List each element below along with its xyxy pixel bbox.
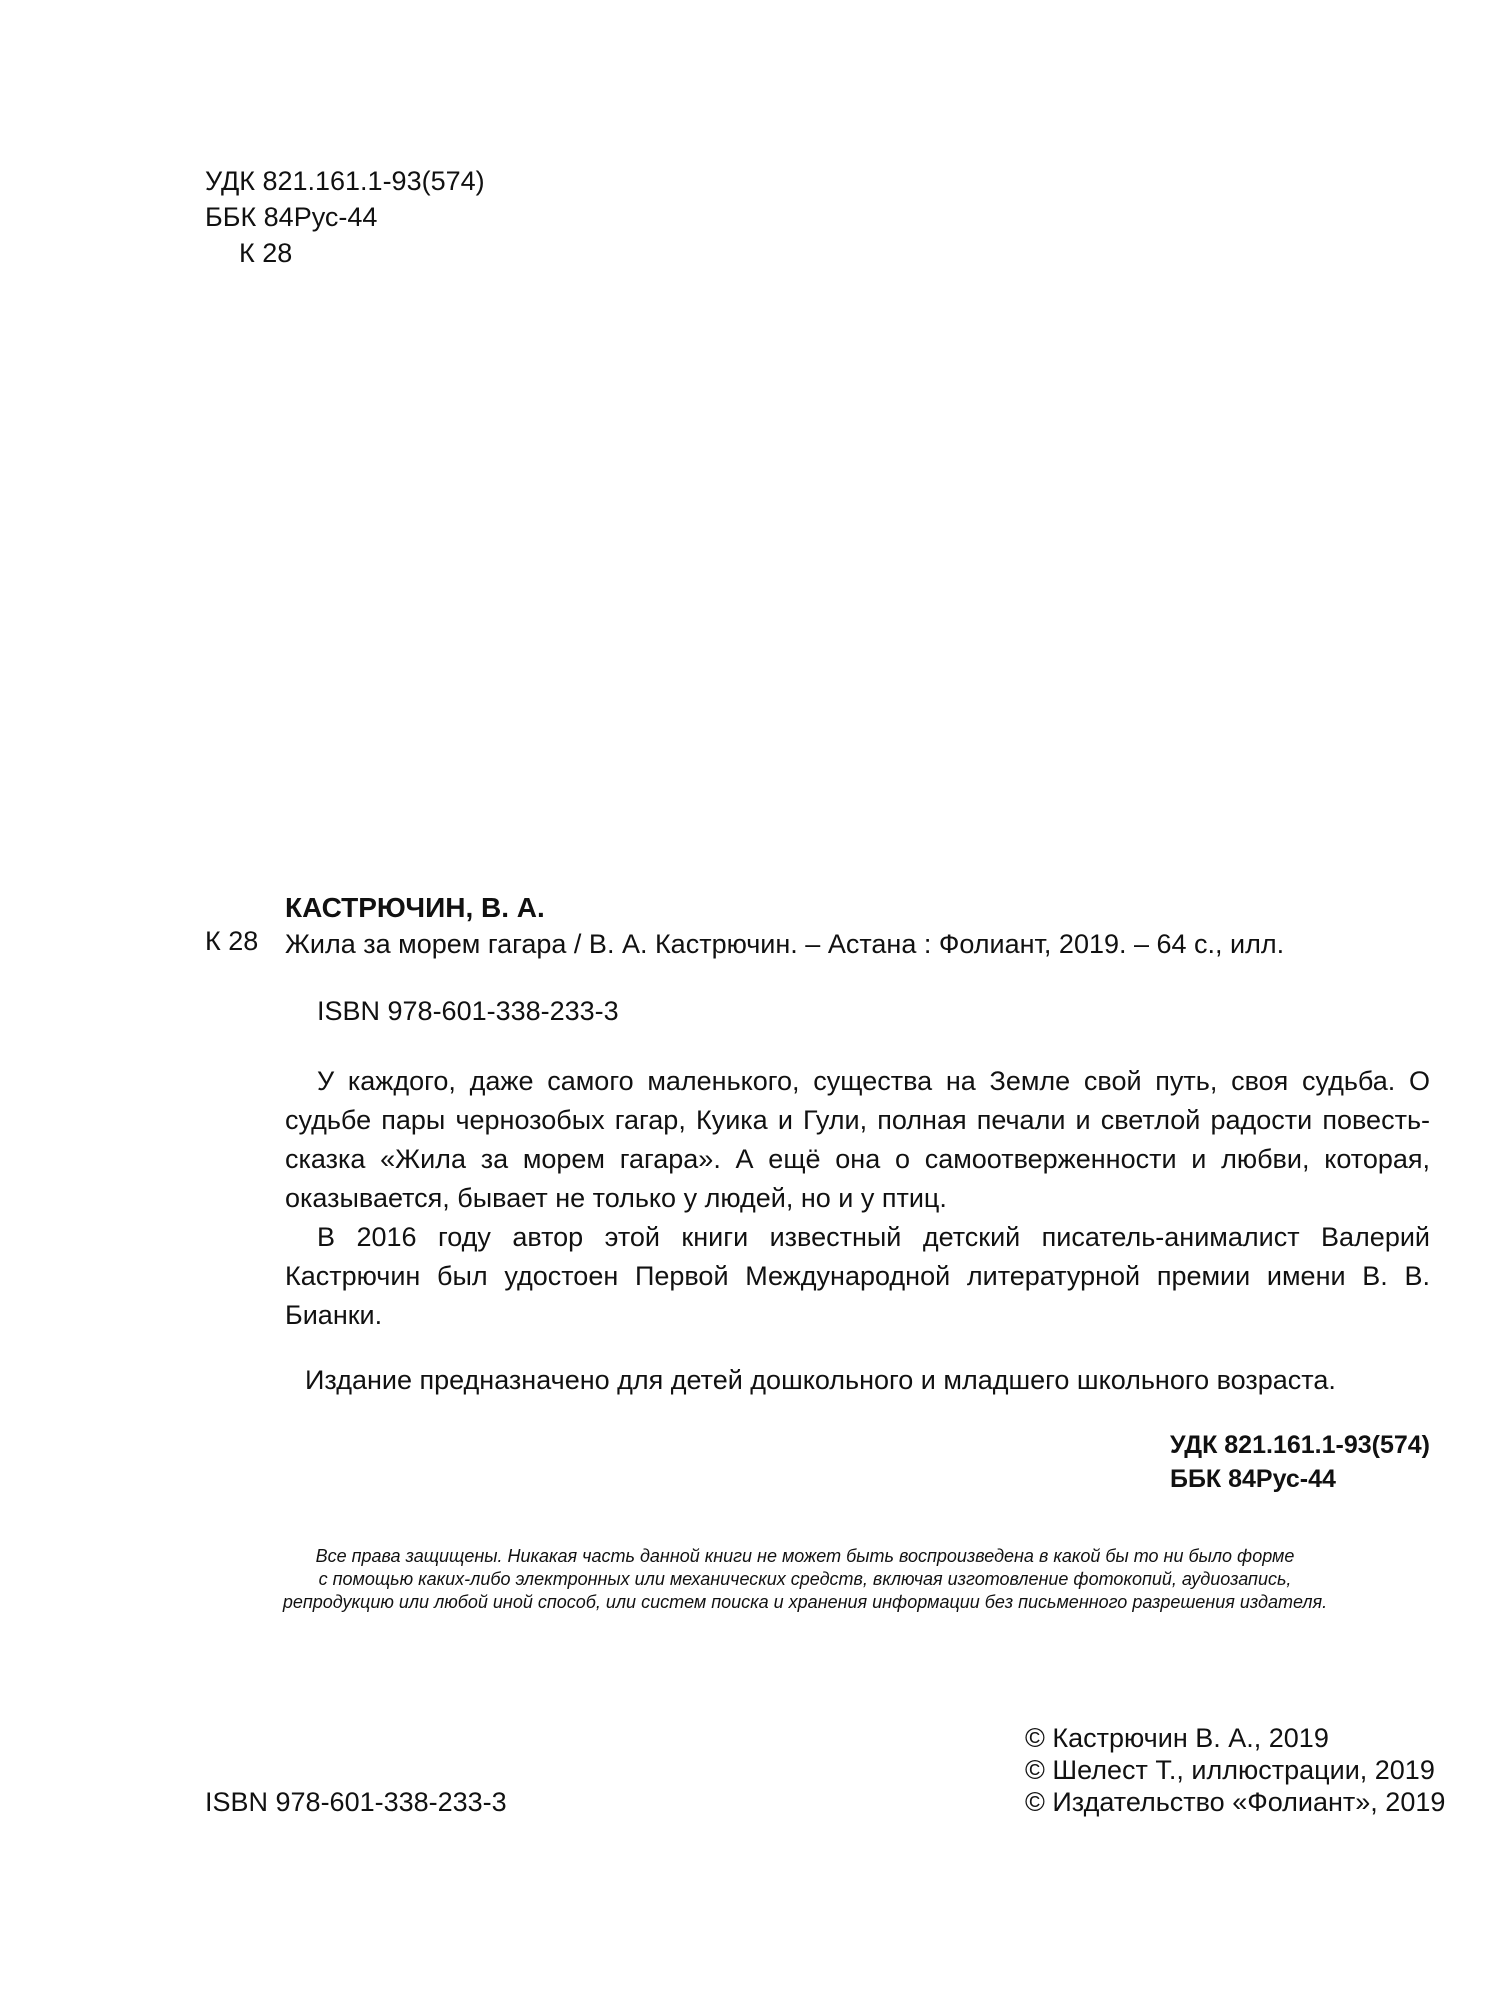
- top-classification-block: [205, 163, 485, 271]
- bbk-code: ББК 84Рус-44: [205, 202, 378, 232]
- copyright-block: [1025, 1722, 1445, 1818]
- rights-line-2: с помощью каких-либо электронных или механических средств, включая изготовление фотокопий, аудиозапись,: [318, 1569, 1292, 1589]
- right-bbk-code: ББК 84Рус-44: [1169, 1465, 1336, 1493]
- card-isbn: ISBN 978-601-338-233-3: [317, 996, 619, 1026]
- right-udk-code: УДК 821.161.1-93(574): [1169, 1431, 1430, 1459]
- author-mark: К 28: [239, 238, 293, 268]
- card-author: КАСТРЮЧИН, В. А.: [285, 892, 545, 923]
- rights-line-3: репродукцию или любой иной способ, или систем поиска и хранения информации без письменного разрешения издателя.: [282, 1592, 1328, 1612]
- catalog-card: [285, 890, 1430, 1398]
- udk-code: УДК 821.161.1-93(574): [205, 166, 485, 196]
- copyright-author: © Кастрючин В. А., 2019: [1025, 1723, 1329, 1753]
- right-classification-block: [1170, 1428, 1430, 1496]
- card-title-line: Жила за морем гагара / В. А. Кастрючин. – Астана : Фолиант, 2019. – 64 с., илл.: [285, 929, 1285, 959]
- copyright-illustrator: © Шелест Т., иллюстрации, 2019: [1025, 1755, 1435, 1785]
- rights-notice: [240, 1545, 1370, 1614]
- copyright-publisher: © Издательство «Фолиант», 2019: [1025, 1787, 1446, 1817]
- card-annotation: [285, 1062, 1430, 1335]
- annotation-paragraph-2: В 2016 году автор этой книги известный детский писатель-анималист Валерий Кастрючин был удостоен Первой Международной литературной премии имени В. В. Бианки.: [285, 1222, 1430, 1330]
- bottom-isbn: ISBN 978-601-338-233-3: [205, 1787, 507, 1817]
- annotation-paragraph-1: У каждого, даже самого маленького, существа на Земле свой путь, своя судьба. О судьбе пары чернозобых гагар, Куика и Гули, полная печали и светлой радости повесть-сказка «Жила за морем гагара». А ещё она о самоотверженности и любви, которая, оказывается, бывает не только у людей, но и у птиц.: [285, 1066, 1430, 1213]
- rights-line-1: Все права защищены. Никакая часть данной книги не может быть воспроизведена в какой бы то ни было форме: [315, 1546, 1295, 1566]
- audience-note: Издание предназначено для детей дошкольного и младшего школьного возраста.: [305, 1365, 1336, 1395]
- catalog-card-author-mark: К 28: [205, 926, 259, 956]
